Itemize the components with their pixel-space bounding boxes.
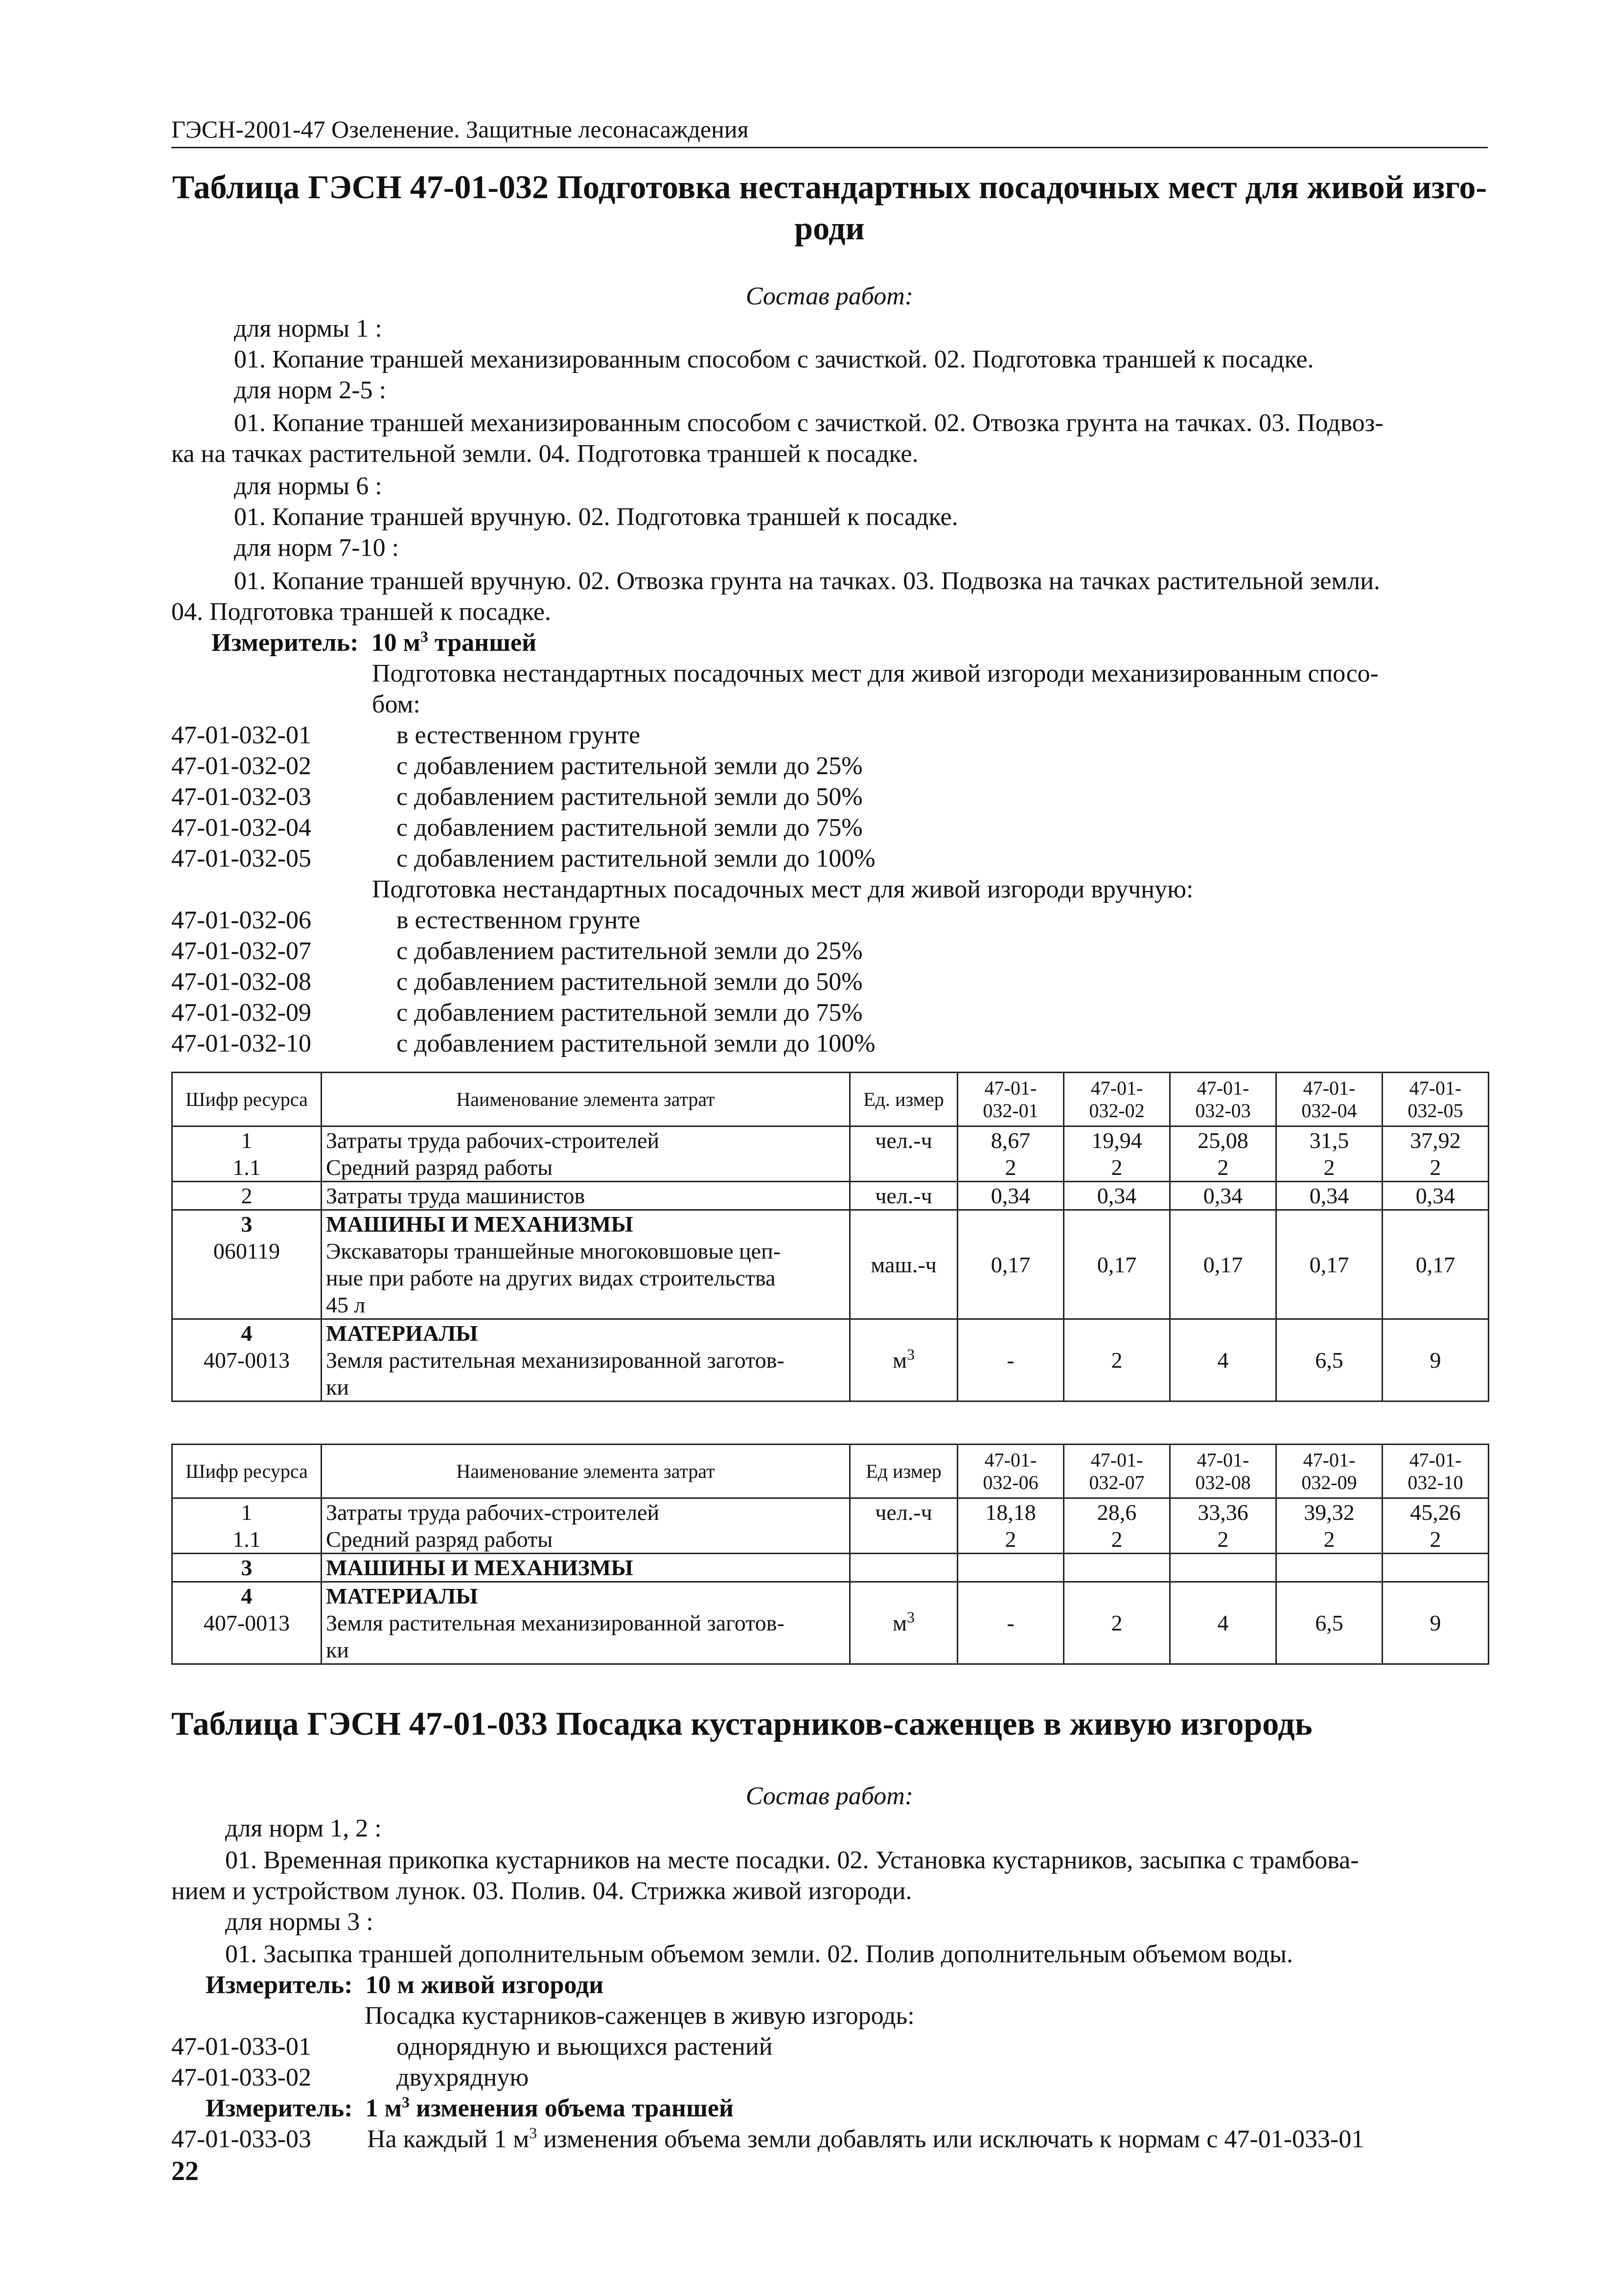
value-cell: 2 (1276, 1526, 1383, 1554)
value-cell: 39,32 (1276, 1498, 1383, 1526)
measure-value: 10 м (371, 629, 421, 657)
value-cell (1276, 1554, 1383, 1582)
work-group-text: ка на тачках растительной земли. 04. Подготовка траншей к посадке. (171, 440, 919, 468)
group-heading: бом: (372, 690, 420, 718)
cipher-cell (172, 1582, 322, 1664)
norm-code: 47-01-032-02 (171, 752, 311, 780)
measure-unit (206, 2093, 734, 2124)
section-title: МАТЕРИАЛЫ (326, 1321, 478, 1346)
table-row (172, 1319, 1489, 1401)
norm-code: 47-01-032-06 (171, 906, 311, 934)
group-heading: Подготовка нестандартных посадочных мест для живой изгороди механизированным спосо- (372, 660, 1379, 688)
norm-description: с добавлением растительной земли до 50% (396, 783, 863, 811)
section-number: 4 (241, 1584, 253, 1608)
norm-description: с добавлением растительной земли до 75% (396, 814, 863, 842)
header-norm-col: 47-01- 032-09 (1276, 1445, 1383, 1498)
title-line-1: Таблица ГЭСН 47-01-032 Подготовка нестандартных посадочных мест для живой изго- (172, 168, 1487, 206)
table-row (172, 1526, 1489, 1554)
table-row (172, 1554, 1489, 1582)
work-group-label: для нормы 6 : (234, 472, 382, 500)
header-norm-col: 47-01- 032-08 (1170, 1445, 1276, 1498)
header-norm-col: 47-01- 032-10 (1383, 1445, 1489, 1498)
table-row (172, 1126, 1489, 1154)
unit-cell (850, 1319, 958, 1401)
desc-part: На каждый 1 м (367, 2125, 530, 2153)
value-cell: 0,34 (1170, 1182, 1276, 1210)
work-group-text: 01. Временная прикопка кустарников на месте посадки. 02. Установка кустарников, засыпка с трамбова- (225, 1846, 1359, 1874)
work-group-label: для норм 1, 2 : (225, 1814, 382, 1842)
header-norm-col: 47-01- 032-07 (1064, 1445, 1170, 1498)
value-cell: 6,5 (1276, 1582, 1383, 1664)
work-group-label: для норм 2-5 : (234, 376, 387, 404)
resource-name: Экскаваторы траншейные многоковшовые цеп- ные при работе на других видах строительства 45 л (326, 1239, 781, 1317)
cipher-cell (172, 1210, 322, 1319)
unit-sup: 3 (907, 1345, 915, 1363)
unit-text: м (892, 1610, 907, 1635)
work-group-text: 01. Засыпка траншей дополнительным объемом земли. 02. Полив дополнительным объемом воды. (225, 1940, 1293, 1968)
norm-description: с добавлением растительной земли до 25% (396, 752, 863, 780)
value-cell: 2 (958, 1526, 1064, 1554)
name-cell: МАШИНЫ И МЕХАНИЗМЫ (322, 1554, 850, 1582)
work-group-label: для нормы 3 : (225, 1908, 373, 1936)
measure-value: 10 м живой изгороди (365, 1971, 604, 1999)
table-row (172, 1182, 1489, 1210)
resource-code: 060119 (213, 1239, 280, 1263)
value-cell: 2 (1276, 1154, 1383, 1182)
table-047-01-033-title: Таблица ГЭСН 47-01-033 Посадка кустарников-саженцев в живую изгородь (171, 1705, 1313, 1742)
value-cell: 2 (1064, 1154, 1170, 1182)
header-norm-col: 47-01- 032-03 (1170, 1073, 1276, 1126)
header-norm-col: 47-01- 032-02 (1064, 1073, 1170, 1126)
table-row (172, 1582, 1489, 1664)
name-cell: Средний разряд работы (322, 1526, 850, 1554)
value-cell: 2 (1383, 1526, 1489, 1554)
norm-code: 47-01-032-09 (171, 999, 311, 1027)
section-number: 3 (241, 1212, 253, 1237)
value-cell (1383, 1554, 1489, 1582)
value-cell: 0,17 (958, 1210, 1064, 1319)
cipher-cell: 1 (172, 1126, 322, 1154)
resource-code: 407-0013 (203, 1348, 290, 1373)
table-header-row (172, 1445, 1489, 1498)
value-cell: 4 (1170, 1319, 1276, 1401)
value-cell: 2 (958, 1154, 1064, 1182)
value-cell: 2 (1170, 1526, 1276, 1554)
name-cell (322, 1582, 850, 1664)
unit-sup: 3 (907, 1608, 915, 1626)
name-cell: Затраты труда рабочих-строителей (322, 1126, 850, 1154)
unit-cell (850, 1582, 958, 1664)
cipher-cell: 1.1 (172, 1526, 322, 1554)
header-unit: Ед. измер (850, 1073, 958, 1126)
measure-tail: изменения объема траншей (410, 2094, 734, 2122)
work-group-label: для нормы 1 : (234, 315, 382, 343)
norm-description: однорядную и вьющихся растений (396, 2033, 773, 2061)
unit-cell (850, 1526, 958, 1554)
title-line-2: роди (794, 209, 865, 247)
measure-label: Измеритель: (206, 1971, 353, 1999)
page-number: 22 (171, 2156, 199, 2186)
norm-code: 47-01-032-03 (171, 783, 311, 811)
unit-text: м (892, 1348, 907, 1373)
norm-code: 47-01-032-10 (171, 1030, 311, 1057)
value-cell (958, 1554, 1064, 1582)
norm-code: 47-01-032-05 (171, 845, 311, 872)
value-cell: 0,17 (1064, 1210, 1170, 1319)
cipher-cell: 1 (172, 1498, 322, 1526)
unit-cell: чел.-ч (850, 1182, 958, 1210)
resource-table-1 (171, 1072, 1489, 1402)
running-header: ГЭСН-2001-47 Озеленение. Защитные лесонасаждения (171, 115, 1488, 148)
measure-sup: 3 (420, 627, 429, 645)
name-cell (322, 1210, 850, 1319)
norm-description: с добавлением растительной земли до 25% (396, 937, 863, 965)
cipher-cell: 1.1 (172, 1154, 322, 1182)
unit-cell: маш.-ч (850, 1210, 958, 1319)
measure-unit (211, 627, 536, 658)
unit-cell: чел.-ч (850, 1498, 958, 1526)
name-cell (322, 1319, 850, 1401)
work-group-text: 01. Копание траншей вручную. 02. Подготовка траншей к посадке. (234, 503, 958, 531)
value-cell: 0,17 (1276, 1210, 1383, 1319)
norm-description: с добавлением растительной земли до 100% (396, 845, 876, 872)
value-cell (1064, 1554, 1170, 1582)
unit-cell: чел.-ч (850, 1126, 958, 1154)
value-cell: 6,5 (1276, 1319, 1383, 1401)
name-cell: Средний разряд работы (322, 1154, 850, 1182)
norm-code: 47-01-032-07 (171, 937, 311, 965)
value-cell: 0,34 (958, 1182, 1064, 1210)
table-row (172, 1498, 1489, 1526)
value-cell: 9 (1383, 1319, 1489, 1401)
norm-description: в естественном грунте (396, 721, 641, 749)
header-unit: Ед измер (850, 1445, 958, 1498)
value-cell: 25,08 (1170, 1126, 1276, 1154)
unit-cell (850, 1554, 958, 1582)
norm-code: 47-01-033-03 (171, 2125, 311, 2153)
cipher-cell (172, 1319, 322, 1401)
resource-name: Земля растительная механизированной заготов- ки (326, 1348, 784, 1400)
work-group-text: 04. Подготовка траншей к посадке. (171, 598, 551, 626)
group-heading: Подготовка нестандартных посадочных мест для живой изгороди вручную: (372, 875, 1194, 903)
cipher-cell: 3 (172, 1554, 322, 1582)
value-cell: - (958, 1319, 1064, 1401)
value-cell: 4 (1170, 1582, 1276, 1664)
value-cell: 31,5 (1276, 1126, 1383, 1154)
measure-tail: траншей (428, 629, 537, 657)
value-cell: - (958, 1582, 1064, 1664)
value-cell: 18,18 (958, 1498, 1064, 1526)
work-composition-label: Состав работ: (745, 282, 914, 310)
work-group-text: нием и устройством лунок. 03. Полив. 04. Стрижка живой изгороди. (171, 1877, 912, 1905)
value-cell: 2 (1170, 1154, 1276, 1182)
value-cell: 0,34 (1064, 1182, 1170, 1210)
value-cell: 0,34 (1383, 1182, 1489, 1210)
resource-table-2 (171, 1444, 1489, 1665)
norm-code: 47-01-033-02 (171, 2064, 311, 2091)
measure-unit (206, 1970, 603, 2000)
name-cell: Затраты труда машинистов (322, 1182, 850, 1210)
value-cell: 2 (1064, 1582, 1170, 1664)
section-title: МАШИНЫ И МЕХАНИЗМЫ (326, 1212, 633, 1237)
value-cell: 2 (1383, 1154, 1489, 1182)
norm-code: 47-01-033-01 (171, 2033, 311, 2061)
measure-sup: 3 (402, 2093, 410, 2111)
value-cell (1170, 1554, 1276, 1582)
desc-part: изменения объема земли добавлять или исключать к нормам с 47-01-033-01 (537, 2125, 1364, 2153)
work-group-text: 01. Копание траншей вручную. 02. Отвозка грунта на тачках. 03. Подвозка на тачках растительной земли. (234, 567, 1381, 595)
header-norm-col: 47-01- 032-04 (1276, 1073, 1383, 1126)
header-cipher: Шифр ресурса (172, 1445, 322, 1498)
value-cell: 33,36 (1170, 1498, 1276, 1526)
value-cell: 8,67 (958, 1126, 1064, 1154)
header-cipher: Шифр ресурса (172, 1073, 322, 1126)
table-047-01-032-title (171, 166, 1488, 249)
work-composition-label: Состав работ: (745, 1782, 914, 1810)
norm-code: 47-01-032-08 (171, 968, 311, 996)
table-row (172, 1154, 1489, 1182)
value-cell: 37,92 (1383, 1126, 1489, 1154)
measure-value: 1 м (365, 2094, 402, 2122)
header-name: Наименование элемента затрат (322, 1073, 850, 1126)
header-norm-col: 47-01- 032-05 (1383, 1073, 1489, 1126)
section-title: МАТЕРИАЛЫ (326, 1584, 478, 1608)
resource-code: 407-0013 (203, 1610, 290, 1635)
work-group-text: 01. Копание траншей механизированным способом с зачисткой. 02. Подготовка траншей к посадке. (234, 345, 1314, 373)
table-row (172, 1210, 1489, 1319)
measure-label: Измеритель: (211, 629, 359, 657)
value-cell: 0,34 (1276, 1182, 1383, 1210)
value-cell: 0,17 (1383, 1210, 1489, 1319)
work-group-label: для норм 7-10 : (234, 534, 399, 562)
norm-code: 47-01-032-01 (171, 721, 311, 749)
cipher-cell: 2 (172, 1182, 322, 1210)
header-name: Наименование элемента затрат (322, 1445, 850, 1498)
name-cell: Затраты труда рабочих-строителей (322, 1498, 850, 1526)
value-cell: 28,6 (1064, 1498, 1170, 1526)
value-cell: 2 (1064, 1319, 1170, 1401)
unit-cell (850, 1154, 958, 1182)
norm-description: с добавлением растительной земли до 100% (396, 1030, 876, 1057)
work-group-text: 01. Копание траншей механизированным способом с зачисткой. 02. Отвозка грунта на тачках. 03. Подвоз- (234, 409, 1384, 437)
norm-description (367, 2124, 1364, 2155)
resource-name: Земля растительная механизированной заготов- ки (326, 1610, 784, 1662)
header-norm-col: 47-01- 032-06 (958, 1445, 1064, 1498)
value-cell: 0,17 (1170, 1210, 1276, 1319)
value-cell: 9 (1383, 1582, 1489, 1664)
value-cell: 45,26 (1383, 1498, 1489, 1526)
norm-code: 47-01-032-04 (171, 814, 311, 842)
table-header-row (172, 1073, 1489, 1126)
header-norm-col: 47-01- 032-01 (958, 1073, 1064, 1126)
norm-description: двухрядную (396, 2064, 529, 2091)
section-number: 4 (241, 1321, 253, 1346)
value-cell: 2 (1064, 1526, 1170, 1554)
norm-description: в естественном грунте (396, 906, 641, 934)
norm-description: с добавлением растительной земли до 75% (396, 999, 863, 1027)
norm-description: с добавлением растительной земли до 50% (396, 968, 863, 996)
group-heading: Посадка кустарников-саженцев в живую изгородь: (365, 2002, 915, 2030)
value-cell: 19,94 (1064, 1126, 1170, 1154)
measure-label: Измеритель: (206, 2094, 353, 2122)
desc-sup: 3 (529, 2124, 537, 2142)
